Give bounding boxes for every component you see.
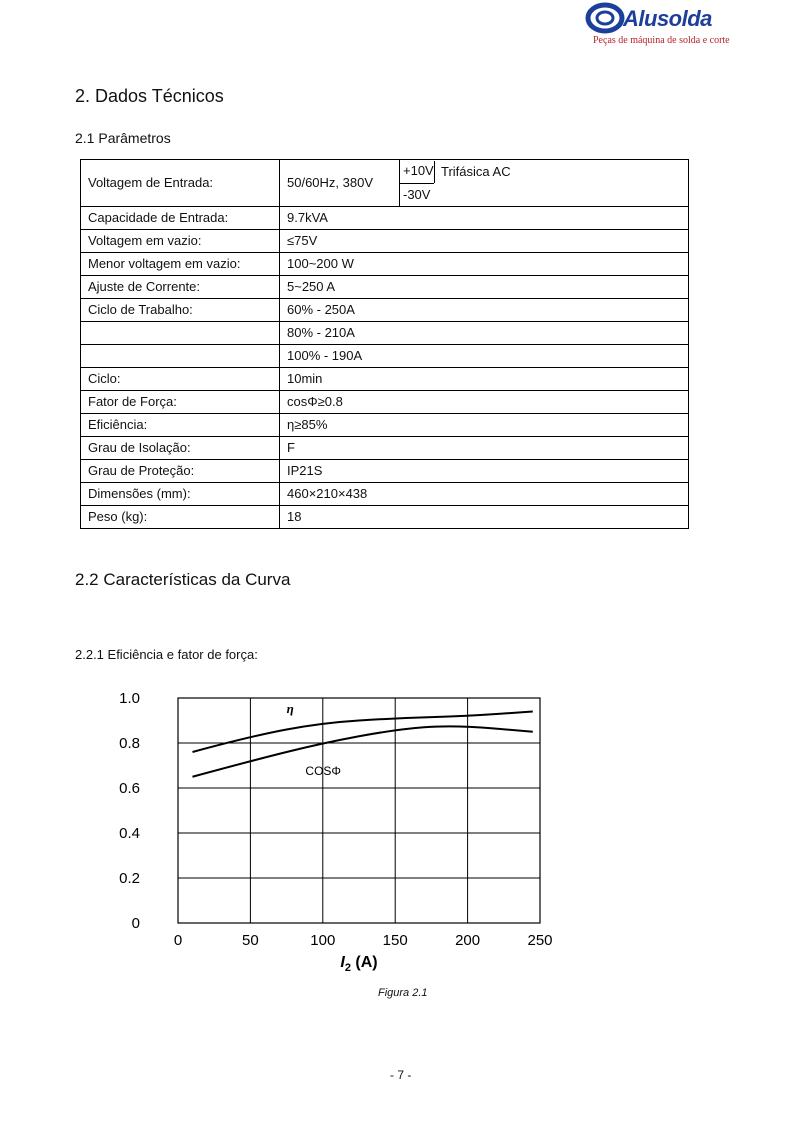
y-tick-label: 0.6 [119, 780, 140, 797]
x-tick-label: 50 [242, 932, 259, 949]
param-label: Menor voltagem em vazio: [81, 253, 280, 276]
param-value: 60% - 250A [280, 299, 689, 322]
param-label: Grau de Isolação: [81, 437, 280, 460]
x-tick-label: 200 [455, 932, 481, 949]
subsubsection-title: 2.2.1 Eficiência e fator de força: [75, 647, 258, 662]
param-label: Eficiência: [81, 414, 280, 437]
table-row [81, 483, 689, 506]
subsection-params-title: 2.1 Parâmetros [75, 130, 171, 146]
param-value: 5~250 A [280, 276, 689, 299]
subsection-curve-title: 2.2 Características da Curva [75, 570, 291, 589]
table-row [81, 391, 689, 414]
voltage-tolerance [399, 160, 434, 206]
param-value-cell [280, 160, 689, 207]
param-value: 80% - 210A [280, 322, 689, 345]
param-label: Fator de Força: [81, 391, 280, 414]
table-row [81, 253, 689, 276]
logo-brand-name: Alusolda [623, 6, 712, 31]
param-label: Ajuste de Corrente: [81, 276, 280, 299]
param-value: 100% - 190A [280, 345, 689, 368]
efficiency-chart [100, 688, 580, 983]
x-axis-label: $I_2$ (A) [340, 954, 378, 974]
param-value: η≥85% [280, 414, 689, 437]
table-row [81, 230, 689, 253]
table-row [81, 160, 689, 207]
param-label: Ciclo de Trabalho: [81, 299, 280, 322]
param-value: 18 [280, 506, 689, 529]
table-row [81, 437, 689, 460]
param-value: IP21S [280, 460, 689, 483]
table-row [81, 460, 689, 483]
x-tick-label: 0 [173, 932, 183, 949]
param-value: F [280, 437, 689, 460]
x-tick-label: 250 [527, 932, 553, 949]
figure-caption: Figura 2.1 [378, 987, 428, 999]
y-tick-label: 0 [131, 915, 140, 932]
param-label: Voltagem em vazio: [81, 230, 280, 253]
param-label: Ciclo: [81, 368, 280, 391]
y-tick-label: 0.8 [119, 735, 140, 752]
y-tick-label: 1.0 [119, 690, 140, 707]
series-label-cosphi: COSΦ [305, 764, 342, 778]
table-row [81, 414, 689, 437]
param-value: 50/60Hz, 380V [287, 175, 374, 190]
plot-frame [178, 698, 540, 923]
param-label: Voltagem de Entrada: [81, 160, 280, 207]
parameters-table [80, 159, 689, 529]
param-value: cosΦ≥0.8 [280, 391, 689, 414]
page-number: - 7 - [390, 1068, 412, 1082]
param-value: 9.7kVA [280, 207, 689, 230]
table-row [81, 276, 689, 299]
param-label: Dimensões (mm): [81, 483, 280, 506]
param-label: Grau de Proteção: [81, 460, 280, 483]
y-tick-label: 0.2 [119, 870, 140, 887]
table-row [81, 368, 689, 391]
table-row [81, 345, 689, 368]
section-title: 2. Dados Técnicos [75, 86, 224, 106]
table-row [81, 207, 689, 230]
param-value: 10min [280, 368, 689, 391]
power-factor-curve [192, 726, 532, 776]
param-label [81, 322, 280, 345]
param-label: Peso (kg): [81, 506, 280, 529]
efficiency-curve [192, 712, 532, 753]
table-row [81, 299, 689, 322]
y-tick-label: 0.4 [119, 825, 140, 842]
table-row [81, 322, 689, 345]
brand-logo [585, 2, 730, 52]
x-tick-label: 100 [310, 932, 336, 949]
logo-tagline: Peças de máquina de solda e corte [593, 35, 730, 46]
param-value: 460×210×438 [280, 483, 689, 506]
x-tick-label: 150 [382, 932, 408, 949]
table-row [81, 506, 689, 529]
phase-type: Trifásica AC [434, 161, 511, 183]
logo-swirl-icon [585, 2, 625, 36]
series-label-eta: η [286, 700, 294, 716]
tolerance-minus: -30V [403, 187, 431, 202]
param-value: ≤75V [280, 230, 689, 253]
tolerance-plus: +10V [400, 160, 434, 184]
param-value: 100~200 W [280, 253, 689, 276]
param-label: Capacidade de Entrada: [81, 207, 280, 230]
param-label [81, 345, 280, 368]
